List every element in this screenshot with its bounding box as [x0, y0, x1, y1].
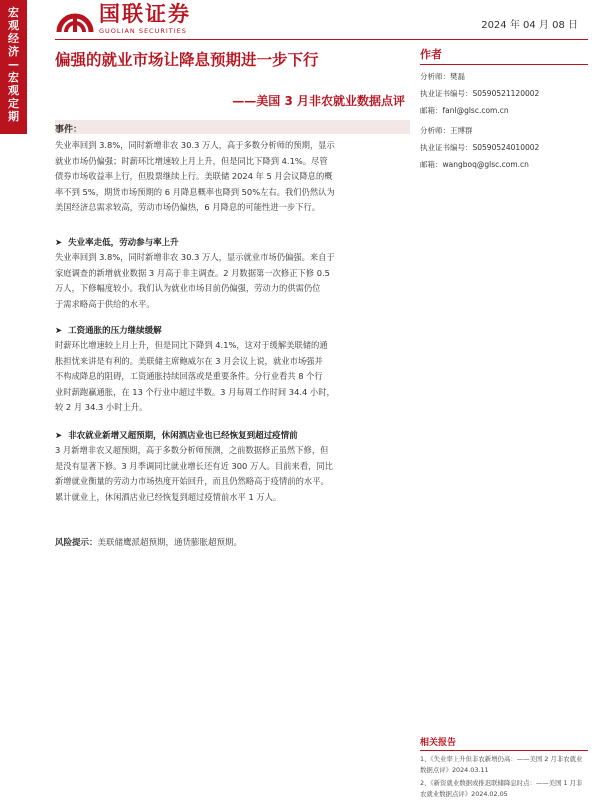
section-heading-nonfarm: ➤ 非农就业新增又超预期，休闲酒店业也已经恢复到超过疫情前 [55, 431, 298, 441]
wage-paragraph [55, 338, 412, 416]
section-heading-unemployment: ➤ 失业率走低，劳动参与率上升 [55, 238, 179, 248]
paragraph-line: 万人，下修幅度较小。我们认为就业市场目前仍偏强，劳动力的供需仍位 [55, 283, 321, 293]
risk-warning [55, 536, 242, 548]
logo-name-cn: 国联证券 [99, 2, 191, 26]
guolian-logo-icon [55, 2, 95, 36]
paragraph-line: 不构成降息的阻碍，工资通胀持续回落或是重要条件。分行业看共 8 个行 [55, 371, 323, 381]
paragraph-line: 家庭调查的新增就业数据 3 月高于非主调查。2 月数据第一次修正下修 0.5 [55, 267, 330, 278]
author-license: 执业证书编号：S0590524010002 [420, 143, 540, 152]
paragraph-line: 就业市场仍偏强；时薪环比增速较上月上升，但是同比下降到 4.1%。尽管 [55, 155, 328, 166]
author-license: 执业证书编号：S0590521120002 [420, 89, 540, 98]
paragraph-line: 3 月新增非农又超预期，高于多数分析师预测，之前数据修正虽然下修，但 [55, 445, 329, 455]
bullet-arrow-icon: ➤ [55, 326, 63, 336]
paragraph-line: 时薪环比增速较上月上升，但是同比下降到 4.1%，这对于缓解美联储的通 [55, 340, 328, 350]
paragraph-line: 较 2 月 34.3 小时上升。 [55, 402, 148, 412]
report-date: 2024 年 04 月 08 日 [481, 20, 578, 31]
paragraph-line: 失业率回到 3.8%，同时新增非农 30.3 万人，高于多数分析师的预期，显示 [55, 140, 335, 150]
related-reports-panel [420, 735, 588, 799]
header-divider [55, 39, 588, 40]
paragraph-line: 累计就业上，休闲酒店业已经恢复到超过疫情前水平 1 万人。 [55, 491, 282, 502]
nonfarm-paragraph [55, 443, 412, 505]
unemployment-paragraph [55, 250, 412, 312]
paragraph-line: 新增就业衡量的劳动力市场热度开始回升，而且仍然略高于疫情前的水平。 [55, 476, 329, 486]
paragraph-line: 胀担忧来讲是有利的。美联储主席鲍威尔在 3 月会议上说，就业市场强并 [55, 355, 323, 366]
events-heading: 事件： [55, 125, 83, 135]
category-side-tag-text: 宏观经济—宏观定期 [8, 6, 19, 123]
related-reports-heading: 相关报告 [420, 735, 588, 751]
risk-text: 美联储鹰派超预期，通货膨胀超预期。 [97, 538, 243, 548]
company-logo [55, 2, 191, 36]
author-email: 邮箱：fanl@glsc.com.cn [420, 106, 509, 115]
author-name: 分析师：王博群 [420, 126, 473, 135]
paragraph-line: 率不到 5%，期货市场预期的 6 月降息概率也降到 50%左右。我们仍然认为 [55, 186, 335, 197]
events-paragraph [55, 138, 412, 216]
category-side-tag [0, 0, 27, 134]
bullet-arrow-icon: ➤ [55, 431, 63, 441]
events-heading-bar [55, 120, 410, 134]
paragraph-line: 是没有显著下修。3 月季调同比就业增长还有近 300 万人。目前来看，同比 [55, 460, 333, 471]
paragraph-line: 业时薪跑赢通胀，在 13 个行业中超过半数。3 月每周工作时间 34.4 小时， [55, 386, 335, 397]
risk-label: 风险提示： [55, 538, 98, 548]
report-title: 偏强的就业市场让降息预期进一步下行 [55, 51, 319, 69]
paragraph-line: 债券市场收益率上行，但股票继续上行。美联储 2024 年 5 月会议降息的概 [55, 171, 333, 181]
logo-name-en: GUOLIAN SECURITIES [99, 27, 187, 35]
author-heading: 作者 [420, 46, 588, 65]
section-heading-wage: ➤ 工资通胀的压力继续缓解 [55, 326, 162, 336]
paragraph-line: 于需求略高于供给的水平。 [55, 298, 155, 309]
paragraph-line: 失业率回到 3.8%，同时新增非农 30.3 万人，显示就业市场仍偏强。来自于 [55, 252, 335, 262]
bullet-arrow-icon: ➤ [55, 238, 63, 248]
paragraph-line: 美国经济总需求较高，劳动市场仍偏热，6 月降息的可能性进一步下行。 [55, 202, 321, 212]
related-report-link[interactable]: 2、《新资就业数据或推迟联储降息时点：——美国 1 月非农就业数据点评》2024.02.05 [420, 779, 583, 798]
related-report-link[interactable]: 1、《失业率上升但非农新增仍高：——美国 2 月非农就业数据点评》2024.03.11 [420, 755, 583, 774]
report-subtitle: ——美国 3 月非农就业数据点评 [232, 94, 405, 108]
author-name: 分析师：樊磊 [420, 72, 465, 81]
author-panel [420, 46, 588, 170]
author-email: 邮箱：wangboq@glsc.com.cn [420, 160, 529, 169]
